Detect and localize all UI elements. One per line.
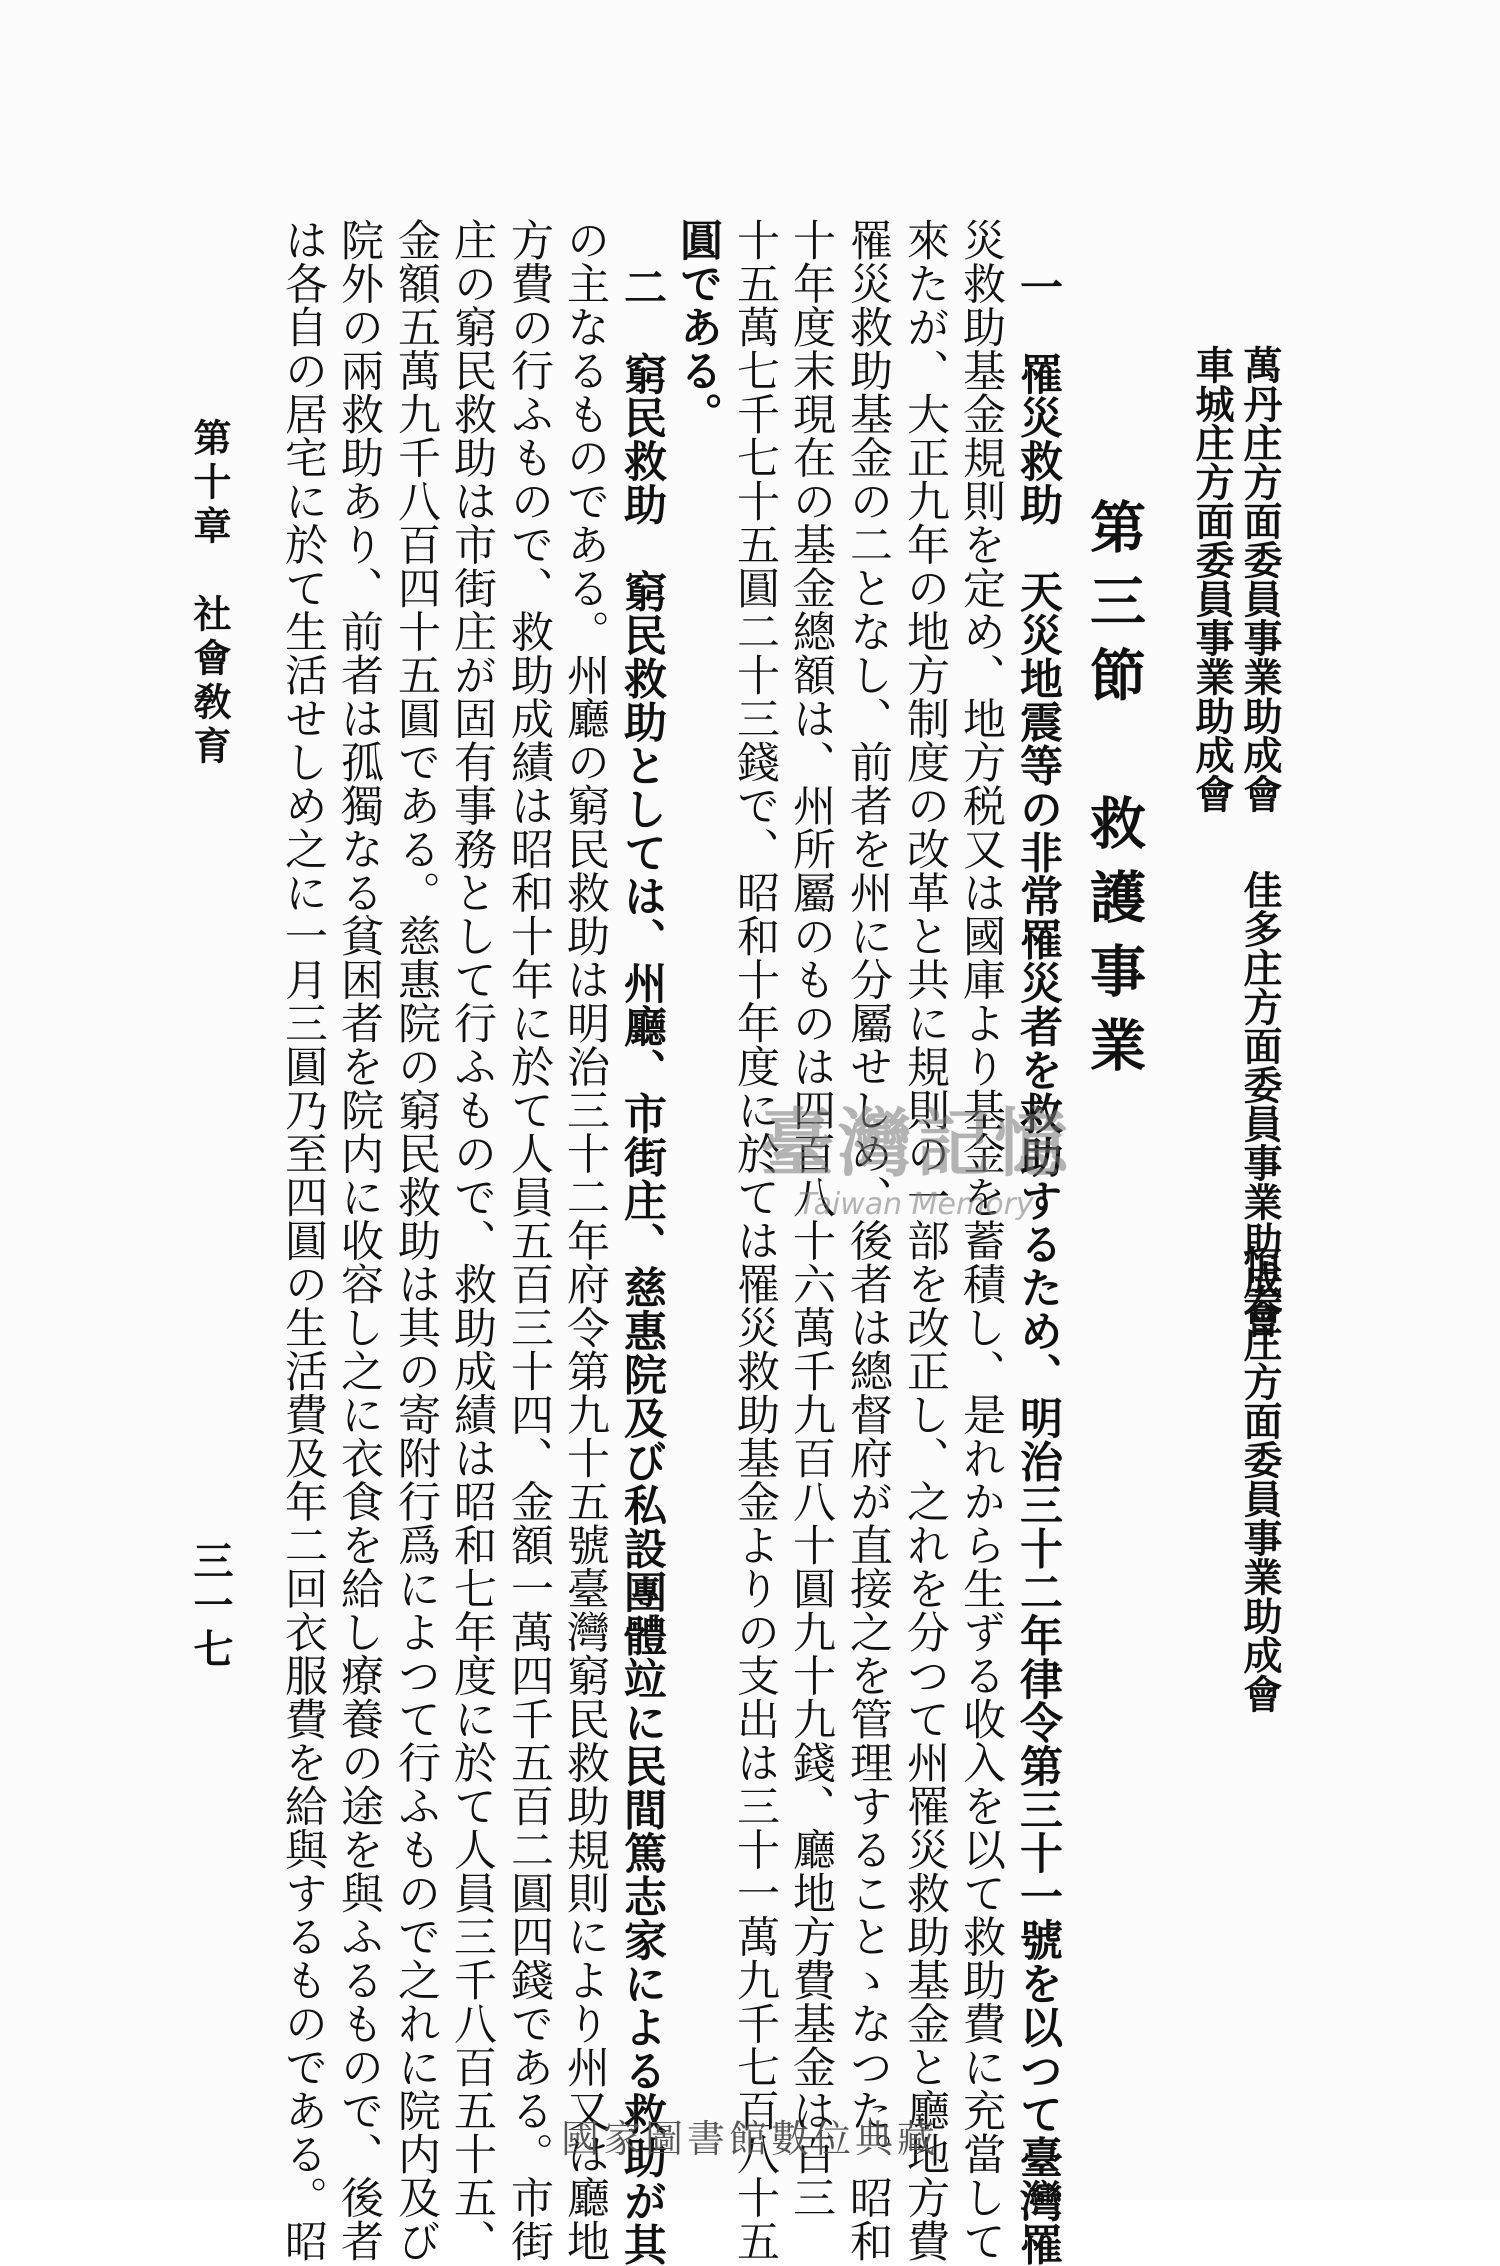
subsection-2-col-3: 方費の行ふもので、救助成績は昭和十年に於て人員五百三十四、金額一萬四千五百二圓四錢である。市街 bbox=[504, 218, 554, 2263]
subsection-1-col-2: 災救助基金規則を定め、地方税又は國庫より基金を蓄積し、是れから生ずる收入を以て救助費に充當して bbox=[956, 218, 1006, 2263]
header-org-3: 佳多庄方面委員事業助成會 bbox=[1237, 870, 1283, 1338]
page-number: 三一七 bbox=[187, 1540, 234, 1672]
subsection-2-col-6: 院外の兩救助あり、前者は孤獨なる貧困者を院内に收容し之に衣食を給し療養の途を與ふるもので、後者 bbox=[334, 218, 384, 2263]
header-org-4: 恒春庄方面委員事業助成會 bbox=[1237, 1245, 1283, 1713]
subsection-1-col-5: 十年度末現在の基金總額は、州所屬のものは四百八十六萬千九百八十圓九十九錢、廳地方費基金は百三 bbox=[786, 218, 836, 2219]
footer-chapter: 第十章 社會敎育 bbox=[187, 418, 232, 770]
subsection-2-col-1: 二 窮民救助 窮民救助としては、州廳、市街庄、慈惠院及び私設團體竝に民間篤志家による救助が其 bbox=[617, 265, 667, 2266]
watermark-chinese: 臺灣記憶 bbox=[760, 1101, 1072, 1187]
section-title: 第三節 救護事業 bbox=[1081, 498, 1147, 1090]
subsection-1-col-6: 十五萬七千七十五圓二十三錢で、昭和十年度に於ては罹災救助基金よりの支出は三十一萬九千七百八十五 bbox=[730, 218, 780, 2263]
header-org-2: 車城庄方面委員事業助成會 bbox=[1189, 345, 1235, 813]
subsection-2-col-2: の主なるものである。州廳の窮民救助は明治三十二年府令第九十五號臺灣窮民救助規則により州又は廳地 bbox=[560, 218, 610, 2263]
subsection-2-col-7: は各自の居宅に於て生活せしめ之に一月三圓乃至四圓の生活費及年二回衣服費を給與するものである。昭 bbox=[278, 218, 328, 2263]
header-org-1: 萬丹庄方面委員事業助成會 bbox=[1237, 345, 1283, 813]
subsection-1-col-1: 一 罹災救助 天災地震等の非常罹災者を救助するため、明治三十二年律令第三十一號を以つて臺灣罹 bbox=[1013, 265, 1063, 2266]
watermark-english: Taiwan Memory bbox=[798, 1187, 1034, 1222]
subsection-1-col-4: 罹災救助基金の二となし、前者を州に分屬せしめ、後者は總督府が直接之を管理することゝなつた。昭和 bbox=[843, 218, 893, 2263]
subsection-1-col-3: 來たが、大正九年の地方制度の改革と共に規則の一部を改正し、之れを分つて州罹災救助基金と廳地方費 bbox=[900, 218, 950, 2263]
subsection-2-col-5: 金額五萬九千八百四十五圓である。慈惠院の窮民救助は其の寄附行爲によつて行ふもので之れに院内及び bbox=[391, 218, 441, 2263]
library-caption: 國家圖書館數位典藏 bbox=[560, 2117, 939, 2161]
subsection-2-col-4: 庄の窮民救助は市街庄が固有事務として行ふもので、救助成績は昭和七年度に於て人員三千八百五十五、 bbox=[447, 218, 497, 2263]
subsection-1-col-7: 圓である。 bbox=[673, 218, 723, 436]
